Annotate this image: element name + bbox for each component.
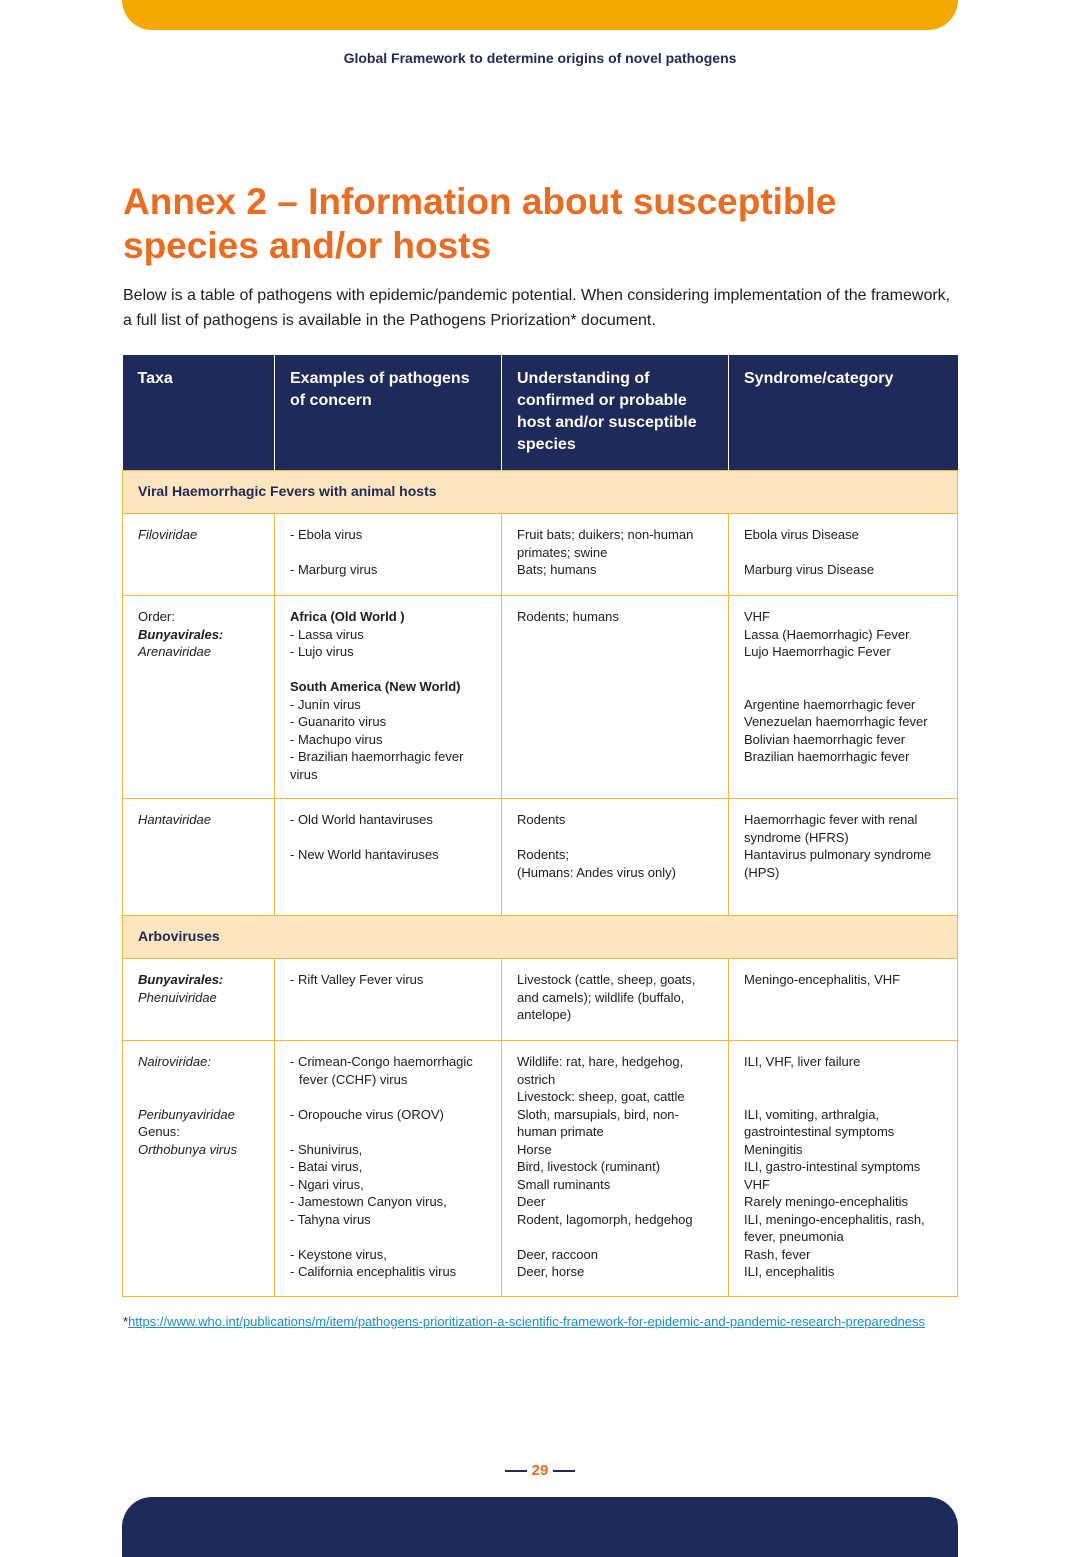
taxa-family: Arenaviridae bbox=[138, 644, 211, 659]
host-item: Sloth, marsupials, bird, non-human primate bbox=[517, 1106, 679, 1139]
syndrome-item: VHF bbox=[744, 1176, 770, 1192]
taxa-family: Phenuiviridae bbox=[138, 989, 217, 1005]
pathogen-item: - Lassa virus bbox=[290, 626, 364, 642]
pathogen-item: - Guanarito virus bbox=[290, 714, 387, 729]
taxa-name: Hantaviridae bbox=[138, 812, 211, 827]
footnote bbox=[123, 1313, 943, 1331]
taxa-name: Nairoviridae: bbox=[138, 1054, 211, 1069]
host-item: Rodents; bbox=[517, 847, 570, 862]
column-header-syndrome: Syndrome/category bbox=[729, 355, 958, 471]
section-row-arbo bbox=[123, 916, 958, 959]
host-item: Rodents bbox=[517, 812, 566, 827]
host-item: Fruit bats; duikers; non-human primates; swine bbox=[517, 527, 694, 560]
page-number bbox=[0, 1462, 1080, 1479]
pathogen-item: - Old World hantaviruses bbox=[290, 812, 433, 827]
syndrome-item: Brazilian haemorrhagic fever bbox=[744, 749, 910, 764]
hosts-cell bbox=[502, 959, 729, 1041]
pathogens-cell bbox=[275, 959, 502, 1041]
table-row bbox=[123, 959, 958, 1041]
page-title: Annex 2 – Information about susceptible species and/or hosts bbox=[123, 181, 837, 266]
column-header-pathogens: Examples of pathogens of concern bbox=[275, 355, 502, 471]
footnote-link[interactable]: https://www.who.int/publications/m/item/pathogens-prioritization-a-scientific-framework-for-epidemic-and-pandemic-research-preparedness bbox=[128, 1314, 926, 1329]
column-header-taxa: Taxa bbox=[123, 355, 275, 471]
hosts-cell bbox=[502, 514, 729, 596]
syndrome-item: ILI, encephalitis bbox=[744, 1264, 835, 1279]
syndrome-item: ILI, meningo-encephalitis, rash, fever, pneumonia bbox=[744, 1211, 925, 1244]
top-decorative-bar bbox=[122, 0, 958, 30]
taxa-cell bbox=[123, 1041, 275, 1297]
hosts-cell bbox=[502, 799, 729, 916]
pathogen-item: - Marburg virus bbox=[290, 562, 378, 577]
taxa-name: Filoviridae bbox=[138, 527, 198, 542]
page-number-value: 29 bbox=[531, 1462, 549, 1479]
pathogens-cell bbox=[275, 596, 502, 799]
taxa-cell bbox=[123, 596, 275, 799]
syndrome-item: Argentine haemorrhagic fever bbox=[744, 696, 916, 712]
host-item: Wildlife: rat, hare, hedgehog, ostrich bbox=[517, 1054, 684, 1087]
pathogen-item: - Junín virus bbox=[290, 696, 361, 712]
syndrome-item: Lujo Haemorrhagic Fever bbox=[744, 644, 891, 659]
host-item: Livestock: sheep, goat, cattle bbox=[517, 1089, 685, 1104]
taxa-cell bbox=[123, 959, 275, 1041]
section-heading: Arboviruses bbox=[123, 916, 958, 959]
page-number-rule-right bbox=[553, 1470, 575, 1472]
taxa-cell bbox=[123, 799, 275, 916]
pathogens-cell bbox=[275, 514, 502, 596]
region-heading: South America (New World) bbox=[290, 679, 461, 694]
syndrome-item: Venezuelan haemorrhagic fever bbox=[744, 714, 928, 729]
syndrome-item: Meningo-encephalitis, VHF bbox=[744, 972, 901, 987]
syndrome-cell bbox=[729, 799, 958, 916]
pathogen-item: - Keystone virus, bbox=[290, 1246, 387, 1262]
taxa-name: Bunyavirales: bbox=[138, 972, 224, 987]
pathogen-item: - Ngari virus, bbox=[290, 1176, 364, 1192]
intro-paragraph: Below is a table of pathogens with epidemic/pandemic potential. When considering implementation of the framework, a full list of pathogens is available in the Pathogens Priorization* document. bbox=[123, 287, 951, 329]
hosts-cell bbox=[502, 1041, 729, 1297]
pathogen-item: - New World hantaviruses bbox=[290, 847, 439, 862]
pathogen-item: - Shunivirus, bbox=[290, 1141, 363, 1157]
taxa-name: Peribunyaviridae bbox=[138, 1106, 235, 1122]
footnote-marker: * bbox=[123, 1314, 129, 1329]
pathogens-cell bbox=[275, 799, 502, 916]
syndrome-item: Meningitis bbox=[744, 1141, 803, 1157]
pathogen-item: - Tahyna virus bbox=[290, 1211, 371, 1227]
hosts-cell bbox=[502, 596, 729, 799]
table-header-row bbox=[123, 355, 958, 471]
taxa-name: Bunyavirales: bbox=[138, 626, 224, 642]
syndrome-cell bbox=[729, 514, 958, 596]
pathogen-item: - Batai virus, bbox=[290, 1159, 363, 1174]
section-row-vhf bbox=[123, 471, 958, 514]
pathogen-item: - Ebola virus bbox=[290, 527, 363, 542]
host-item: Rodent, lagomorph, hedgehog bbox=[517, 1211, 693, 1227]
syndrome-item: Marburg virus Disease bbox=[744, 562, 875, 577]
host-item: (Humans: Andes virus only) bbox=[517, 864, 676, 880]
taxa-order: Order: bbox=[138, 609, 175, 624]
host-item: Small ruminants bbox=[517, 1176, 611, 1192]
host-item: Livestock (cattle, sheep, goats, and camels); wildlife (buffalo, antelope) bbox=[517, 972, 696, 1022]
pathogen-item: - Rift Valley Fever virus bbox=[290, 972, 424, 987]
bottom-decorative-bar bbox=[122, 1497, 958, 1557]
taxa-genus: Orthobunya virus bbox=[138, 1141, 237, 1157]
syndrome-item: Haemorrhagic fever with renal syndrome (HFRS) bbox=[744, 812, 918, 845]
syndrome-item: Rarely meningo-encephalitis bbox=[744, 1194, 909, 1209]
pathogens-table bbox=[122, 355, 958, 1297]
syndrome-cell bbox=[729, 1041, 958, 1297]
pathogen-item: - Oropouche virus (OROV) bbox=[290, 1106, 444, 1122]
host-item: Bird, livestock (ruminant) bbox=[517, 1159, 661, 1174]
page-number-rule-left bbox=[505, 1470, 527, 1472]
syndrome-item: Bolivian haemorrhagic fever bbox=[744, 731, 906, 747]
section-heading: Viral Haemorrhagic Fevers with animal hosts bbox=[123, 471, 958, 514]
syndrome-item: ILI, gastro-intestinal symptoms bbox=[744, 1159, 921, 1174]
pathogens-cell bbox=[275, 1041, 502, 1297]
syndrome-item: Ebola virus Disease bbox=[744, 527, 859, 542]
host-item: Rodents; humans bbox=[517, 609, 619, 624]
taxa-genus-label: Genus: bbox=[138, 1124, 180, 1139]
taxa-cell bbox=[123, 514, 275, 596]
host-item: Horse bbox=[517, 1141, 552, 1157]
syndrome-item: ILI, vomiting, arthralgia, gastrointestinal symptoms bbox=[744, 1106, 895, 1139]
syndrome-cell bbox=[729, 959, 958, 1041]
syndrome-item: Hantavirus pulmonary syndrome (HPS) bbox=[744, 847, 932, 880]
syndrome-item: VHF bbox=[744, 609, 770, 624]
table-row bbox=[123, 596, 958, 799]
syndrome-item: Rash, fever bbox=[744, 1246, 811, 1262]
running-header: Global Framework to determine origins of novel pathogens bbox=[343, 50, 737, 66]
table-row bbox=[123, 799, 958, 916]
syndrome-item: Lassa (Haemorrhagic) Fever bbox=[744, 626, 910, 642]
host-item: Deer bbox=[517, 1194, 546, 1209]
host-item: Deer, raccoon bbox=[517, 1246, 598, 1262]
syndrome-item: ILI, VHF, liver failure bbox=[744, 1054, 861, 1069]
syndrome-cell bbox=[729, 596, 958, 799]
column-header-hosts: Understanding of confirmed or probable host and/or susceptible species bbox=[502, 355, 729, 471]
pathogen-item: - California encephalitis virus bbox=[290, 1264, 457, 1279]
pathogen-item: - Machupo virus bbox=[290, 731, 383, 747]
pathogen-item: - Jamestown Canyon virus, bbox=[290, 1194, 447, 1209]
table-row bbox=[123, 1041, 958, 1297]
pathogen-item: - Crimean-Congo haemorrhagic fever (CCHF) virus bbox=[290, 1054, 473, 1087]
pathogen-item: - Lujo virus bbox=[290, 644, 354, 659]
region-heading: Africa (Old World ) bbox=[290, 609, 405, 624]
host-item: Bats; humans bbox=[517, 562, 597, 577]
host-item: Deer, horse bbox=[517, 1264, 585, 1279]
pathogen-item: - Brazilian haemorrhagic fever virus bbox=[290, 749, 464, 782]
table-row bbox=[123, 514, 958, 596]
